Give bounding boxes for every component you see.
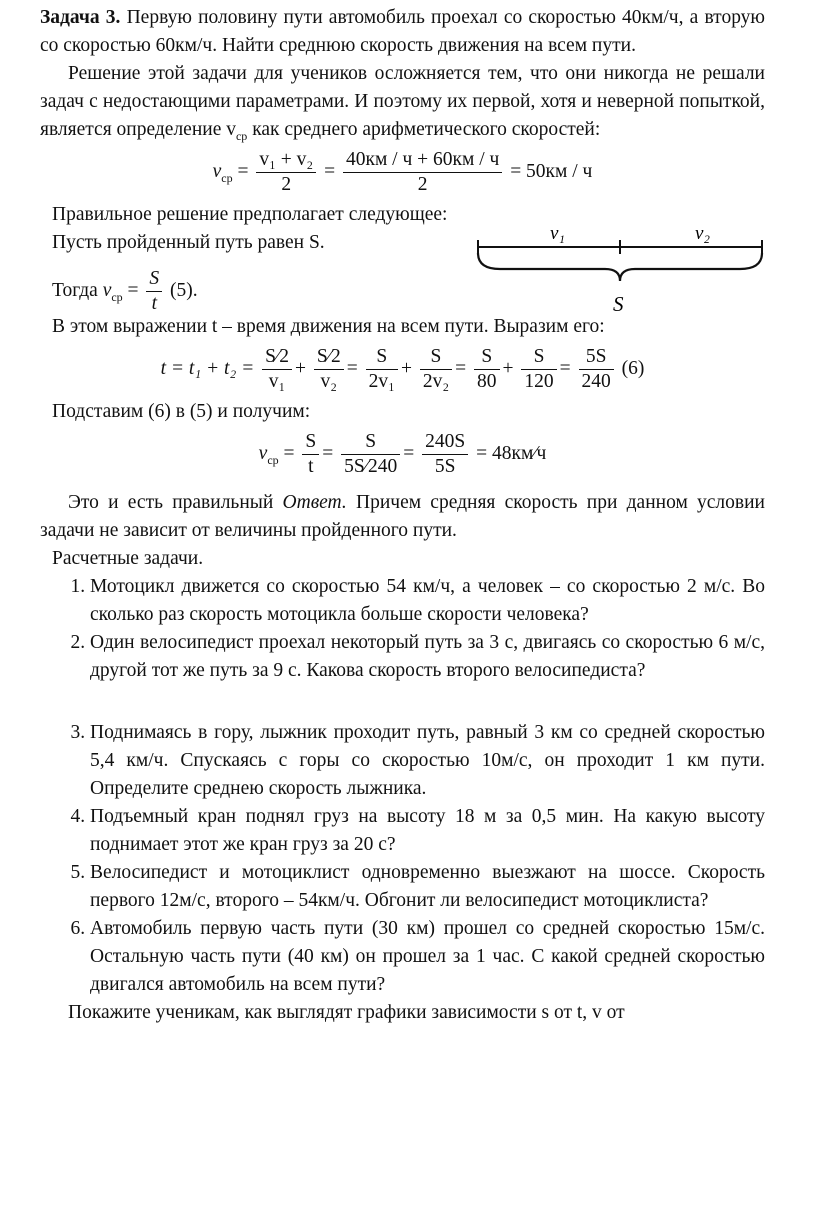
path-diagram xyxy=(470,223,770,319)
v2-label: v₂ xyxy=(695,223,711,244)
task-text: Первую половину пути автомобиль проехал со скоростью 40км/ч, а вторую со скоростью 60км/ч. Найти среднюю скорость движения на всем пути. xyxy=(40,7,765,56)
list-item: 2. Один велосипедист проехал некоторый путь за 3 с, двигаясь со скоростью 6 м/с, другой тот же путь за 9 с. Какова скорость второго велосипедиста? xyxy=(90,629,765,685)
s-label: S xyxy=(613,292,624,316)
problem-list xyxy=(40,573,765,999)
solution-intro: Решение этой задачи для учеников осложняется тем, что они никогда не решали задач с недостающими параметрами. И поэтому их первой, хотя и неверной попыткой, является определение $v_{ср}$ как среднего арифметического скоростей: xyxy=(40,63,765,143)
fraction: $\frac{S}{t}$ xyxy=(146,267,162,316)
path-row xyxy=(40,223,765,316)
wrong-average-equation: $v_{ср}$ = $\frac{\text{v₁ + v₂}}{2}$ = $\frac{40км / ч + 60км / ч}{2}$ = 50км / ч xyxy=(212,149,593,195)
closing-text: Покажите ученикам, как выглядят графики зависимости s от t, v от xyxy=(68,1002,625,1023)
fraction: $\frac{\text{v₁ + v₂}}{2}$ xyxy=(256,148,316,197)
fraction: $\frac{40км / ч + 60км / ч}{2}$ xyxy=(343,148,502,197)
average-speed-equation: $v_{ср}$ = $\frac{S}{t}$ = $\frac{S}{5S⁄240}$ = $\frac{240S}{5S}$ = 48км⁄ч xyxy=(258,431,547,477)
task-title: Задача 3. xyxy=(40,7,121,28)
v1-label: v₁ xyxy=(550,223,566,244)
list-item: 3. Поднимаясь в гору, лыжник проходит путь, равный 3 км со средней скоростью 5,4 км/ч. Спускаясь с горы со скоростью 10м/с, он проходит 1 км пути. Определите среднею скорость лыжника. xyxy=(90,719,765,803)
document-page xyxy=(40,4,765,1027)
time-equation: t = t₁ + t₂ = $\frac{S⁄2}{\text{v₁}}$ + $\frac{S⁄2}{\text{v₂}}$ = $\frac{S}{\text{2v₁}}$ + $\frac{S}{\text{2v₂}}$ = $\frac{S}{80}$ + $\frac{S}{120}$ = $\frac{5S}{240}$ (6) xyxy=(160,346,645,392)
list-item: 6. Автомобиль первую часть пути (30 км) прошел со средней скоростью 15м/с. Остальную часть пути (40 км) он прошел за 1 час. С какой средней скоростью двигался автомобиль на всем пути? xyxy=(90,915,765,999)
answer-paragraph: Это и есть правильный Ответ. Причем средняя скорость при данном условии задачи не зависит от величины пройденного пути. xyxy=(40,492,765,541)
list-item: 1. Мотоцикл движется со скоростью 54 км/ч, а человек – со скоростью 2 м/с. Во сколько раз скорость мотоцикла больше скорости человека? xyxy=(90,573,765,629)
then-equation: Тогда $v_{ср}$ = $\frac{S}{t}$ (5). xyxy=(52,268,198,314)
let-path: Пусть пройденный путь равен S. xyxy=(52,232,325,253)
answer-word: Ответ. xyxy=(282,492,347,513)
list-item: 4. Подъемный кран поднял груз на высоту 18 м за 0,5 мин. На какую высоту поднимает этот же кран груз за 20 с? xyxy=(90,803,765,859)
spacer xyxy=(90,685,765,719)
substitute-text: Подставим (6) в (5) и получим: xyxy=(52,401,311,422)
list-item: 5. Велосипедист и мотоциклист одновременно выезжают на шоссе. Скорость первого 12м/с, второго – 54км/ч. Обгонит ли велосипедист мотоциклиста? xyxy=(90,859,765,915)
time-intro: В этом выражении t – время движения на всем пути. Выразим его: xyxy=(52,316,605,337)
correct-intro: Правильное решение предполагает следующее: xyxy=(52,204,448,225)
calc-heading: Расчетные задачи. xyxy=(52,548,204,569)
task-paragraph xyxy=(40,4,765,60)
brace-icon xyxy=(478,253,762,281)
